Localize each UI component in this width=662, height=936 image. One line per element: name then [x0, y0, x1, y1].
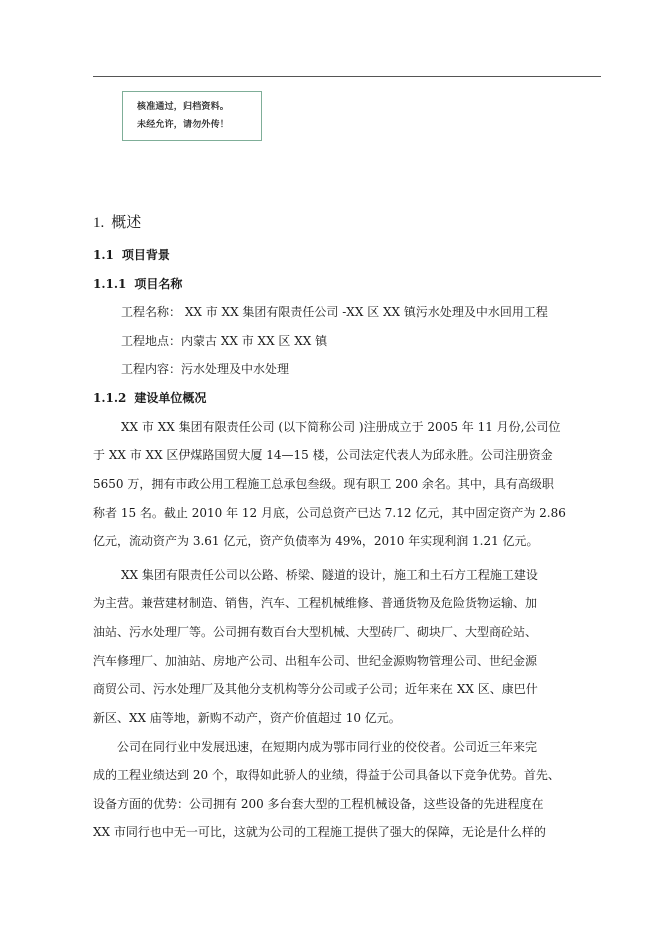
section-title: 项目名称 — [134, 277, 183, 291]
paragraph-line: 称者 15 名。截止 2010 年 12 月底，公司总资产已达 7.12 亿元，其中固定资产为 2.86 — [93, 506, 566, 520]
paragraph-line: 商贸公司、污水处理厂及其他分支机构等分公司或子公司；近年来在 XX 区、康巴什 — [93, 682, 538, 696]
section-title: 项目背景 — [121, 248, 170, 262]
section-title: 建设单位概况 — [134, 391, 207, 405]
header-rule — [93, 76, 601, 77]
section-title: 概述 — [111, 213, 142, 231]
paragraph-line: 新区、XX 庙等地，新购不动产，资产价值超过 10 亿元。 — [93, 711, 401, 725]
project-location-line: 工程地点：内蒙古 XX 市 XX 区 XX 镇 — [121, 334, 328, 348]
paragraph-line: 为主营。兼营建材制造、销售，汽车、工程机械维修、普通货物及危险货物运输、加 — [93, 596, 538, 610]
paragraph-line: 5650 万，拥有市政公用工程施工总承包叁级。现有职工 200 余名。其中，具有高级职 — [93, 477, 554, 491]
section-heading-1-1-2 — [93, 389, 206, 406]
paragraph-line: XX 集团有限责任公司以公路、桥梁、隧道的设计，施工和土石方工程施工建设 — [121, 568, 538, 582]
notice-line-2: 未经允许，请勿外传！ — [137, 120, 230, 130]
notice-line-1: 核准通过，归档资料。 — [137, 102, 230, 112]
project-name-line: 工程名称： XX 市 XX 集团有限责任公司 -XX 区 XX 镇污水处理及中水回用工程 — [121, 305, 548, 319]
paragraph-line: XX 市 XX 集团有限责任公司 (以下简称公司 )注册成立于 2005 年 11 月份,公司位 — [121, 420, 561, 434]
section-heading-1-1-1 — [93, 275, 182, 292]
paragraph-line: 油站、污水处理厂等。公司拥有数百台大型机械、大型砖厂、砌块厂、大型商砼站、 — [93, 625, 538, 639]
section-number: 1. — [93, 215, 105, 231]
section-number: 1.1 — [93, 248, 114, 262]
paragraph-line: XX 市同行也中无一可比，这就为公司的工程施工提供了强大的保障，无论是什么样的 — [93, 825, 546, 839]
section-heading-1 — [93, 211, 141, 232]
paragraph-line: 汽车修理厂、加油站、房地产公司、出租车公司、世纪金源购物管理公司、世纪金源 — [93, 654, 538, 668]
project-content-line: 工程内容：污水处理及中水处理 — [121, 362, 290, 376]
paragraph-line: 成的工程业绩达到 20 个，取得如此骄人的业绩，得益于公司具备以下竞争优势。首先、 — [93, 768, 560, 782]
section-heading-1-1 — [93, 246, 170, 263]
paragraph-line: 公司在同行业中发展迅速，在短期内成为鄂市同行业的佼佼者。公司近三年来完 — [117, 740, 538, 754]
paragraph-line: 设备方面的优势：公司拥有 200 多台套大型的工程机械设备，这些设备的先进程度在 — [93, 797, 544, 811]
paragraph-line: 亿元，流动资产为 3.61 亿元，资产负债率为 49%，2010 年实现利润 1.21 亿元。 — [93, 534, 539, 548]
notice-stamp — [122, 91, 262, 141]
section-number: 1.1.1 — [93, 277, 127, 291]
paragraph-line: 于 XX 市 XX 区伊煤路国贸大厦 14—15 楼，公司法定代表人为邱永胜。公司注册资金 — [93, 448, 553, 462]
section-number: 1.1.2 — [93, 391, 127, 405]
